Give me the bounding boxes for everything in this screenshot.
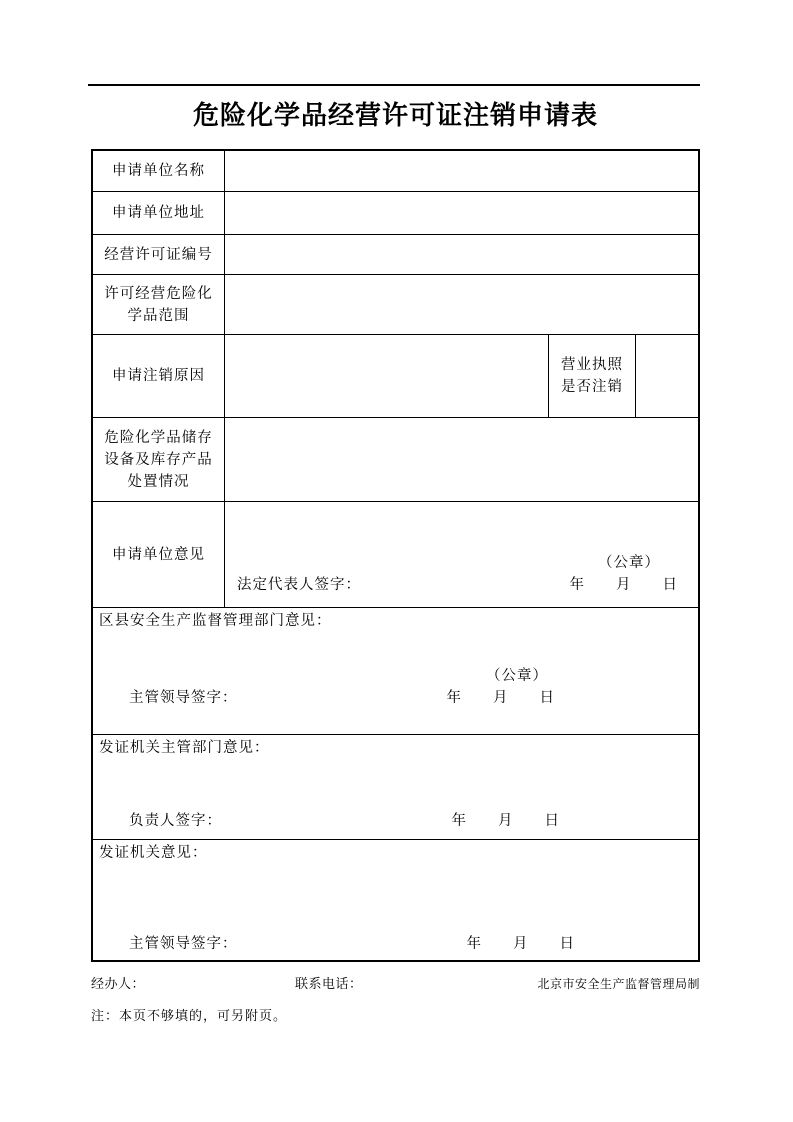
section-district-authority-opinion[interactable]	[93, 608, 698, 735]
phone-label: 联系电话：	[295, 976, 363, 991]
row-label-storage-disposal: 危险化学品储存设备及库存产品处置情况	[93, 418, 225, 501]
footer-line	[91, 974, 700, 994]
row-label-unit-address: 申请单位地址	[93, 192, 225, 234]
business-license-cancelled-field[interactable]	[636, 335, 698, 417]
row-label-unit-name: 申请单位名称	[93, 151, 225, 191]
storage-disposal-field[interactable]	[225, 418, 698, 501]
section-issuing-authority-opinion[interactable]	[93, 840, 698, 960]
sub-label-business-license-cancelled: 营业执照是否注销	[548, 335, 636, 417]
table-row-licensed-scope	[93, 275, 698, 335]
leader-signature-label: 主管领导签字：	[129, 936, 238, 952]
date-placeholder: 年 月 日	[569, 577, 678, 593]
applicant-opinion-field[interactable]	[225, 502, 698, 607]
table-row-license-number	[93, 235, 698, 275]
agent-label: 经办人：	[91, 976, 146, 991]
application-form-table	[91, 149, 700, 962]
section-heading-issuing-department: 发证机关主管部门意见：	[99, 740, 270, 756]
seal-placeholder: （公章）	[598, 555, 660, 571]
representative-signature-label: 法定代表人签字：	[237, 577, 361, 593]
section-heading-issuing-authority: 发证机关意见：	[99, 845, 208, 861]
row-label-cancellation-reason: 申请注销原因	[93, 335, 225, 417]
cancellation-reason-field[interactable]	[225, 335, 548, 417]
form-note: 注：本页不够填的，可另附页。	[91, 1008, 288, 1023]
date-placeholder: 年 月 日	[466, 936, 575, 952]
table-row-unit-name	[93, 151, 698, 192]
table-row-applicant-opinion	[93, 502, 698, 608]
row-label-applicant-opinion: 申请单位意见	[93, 502, 225, 607]
responsible-signature-label: 负责人签字：	[129, 813, 222, 829]
date-placeholder: 年 月 日	[451, 813, 560, 829]
license-number-field[interactable]	[225, 235, 698, 274]
table-row-cancellation-reason	[93, 335, 698, 418]
table-row-storage-disposal	[93, 418, 698, 502]
licensed-scope-field[interactable]	[225, 275, 698, 334]
row-label-license-number: 经营许可证编号	[93, 235, 225, 274]
header-rule	[88, 84, 700, 86]
unit-address-field[interactable]	[225, 192, 698, 234]
row-label-licensed-scope: 许可经营危险化学品范围	[93, 275, 225, 334]
section-blank-space	[93, 863, 698, 934]
issuer-credit: 北京市安全生产监督管理局制	[537, 977, 700, 991]
section-issuing-department-opinion[interactable]	[93, 735, 698, 840]
page-title: 危险化学品经营许可证注销申请表	[192, 101, 598, 130]
leader-signature-label: 主管领导签字：	[129, 690, 238, 706]
unit-name-field[interactable]	[225, 151, 698, 191]
date-placeholder: 年 月 日	[446, 690, 555, 706]
section-blank-space	[93, 631, 698, 666]
section-blank-space	[93, 758, 698, 811]
table-row-unit-address	[93, 192, 698, 235]
seal-placeholder: （公章）	[486, 668, 548, 684]
section-heading-district-authority: 区县安全生产监督管理部门意见：	[99, 613, 332, 629]
